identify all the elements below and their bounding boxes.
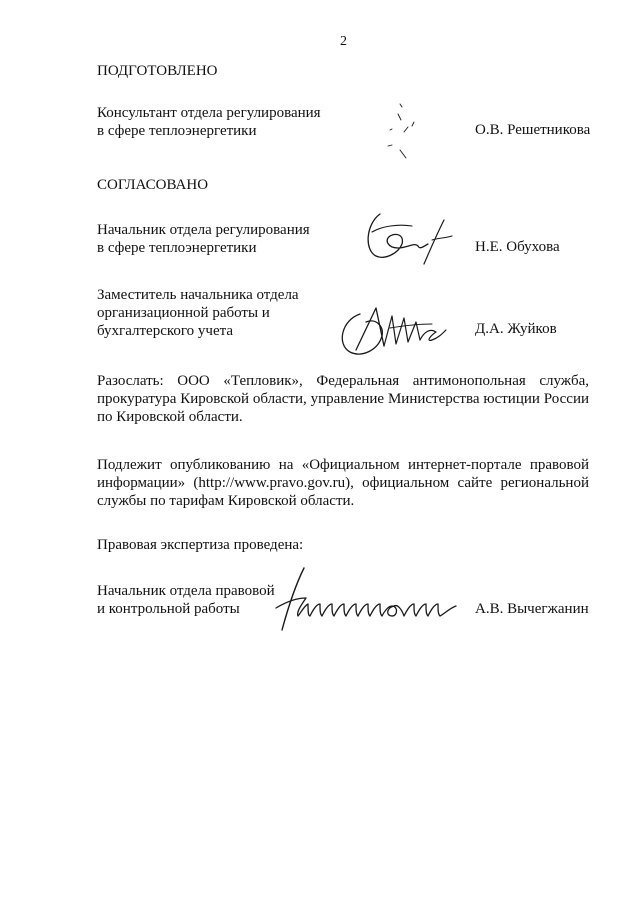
- publication-paragraph: [97, 456, 589, 510]
- prepared-name: О.В. Решетникова: [475, 122, 591, 138]
- agreed-signer-2-name: Д.А. Жуйков: [475, 321, 557, 337]
- agreed-signer-2-position: [97, 286, 299, 340]
- legal-review-statement: Правовая экспертиза проведена:: [97, 537, 304, 553]
- position-line: и контрольной работы: [97, 601, 240, 617]
- position-line: Заместитель начальника отдела: [97, 287, 299, 303]
- position-line: в сфере теплоэнергетики: [97, 240, 257, 256]
- position-line: в сфере теплоэнергетики: [97, 123, 257, 139]
- position-line: Начальник отдела регулирования: [97, 222, 310, 238]
- prepared-heading: ПОДГОТОВЛЕНО: [97, 63, 218, 79]
- position-line: бухгалтерского учета: [97, 323, 234, 339]
- agreed-signer-1-name: Н.Е. Обухова: [475, 239, 560, 255]
- distribution-paragraph: [97, 372, 589, 426]
- distribution-line: прокуратура Кировской области, управление Министерства юстиции России: [97, 391, 589, 407]
- position-line: организационной работы и: [97, 305, 270, 321]
- signature-vychegzhanin: [266, 564, 470, 634]
- legal-review-position: [97, 582, 275, 618]
- position-line: Консультант отдела регулирования: [97, 105, 321, 121]
- signature-reshetnikova: [376, 100, 436, 164]
- signature-obukhova: [358, 206, 458, 268]
- distribution-line: по Кировской области.: [97, 409, 243, 425]
- publication-line: службы по тарифам Кировской области.: [97, 493, 355, 509]
- signature-zhuikov: [332, 300, 452, 364]
- agreed-heading: СОГЛАСОВАНО: [97, 177, 209, 193]
- prepared-position: [97, 104, 321, 140]
- agreed-signer-1-position: [97, 221, 310, 257]
- distribution-line: Разослать: ООО «Тепловик», Федеральная антимонопольная служба,: [97, 373, 589, 389]
- position-line: Начальник отдела правовой: [97, 583, 275, 599]
- publication-line: информации» (http://www.pravo.gov.ru), официальном сайте региональной: [97, 475, 589, 491]
- page-number: 2: [340, 34, 347, 49]
- legal-review-name: А.В. Вычегжанин: [475, 601, 589, 617]
- publication-line: Подлежит опубликованию на «Официальном интернет-портале правовой: [97, 457, 589, 473]
